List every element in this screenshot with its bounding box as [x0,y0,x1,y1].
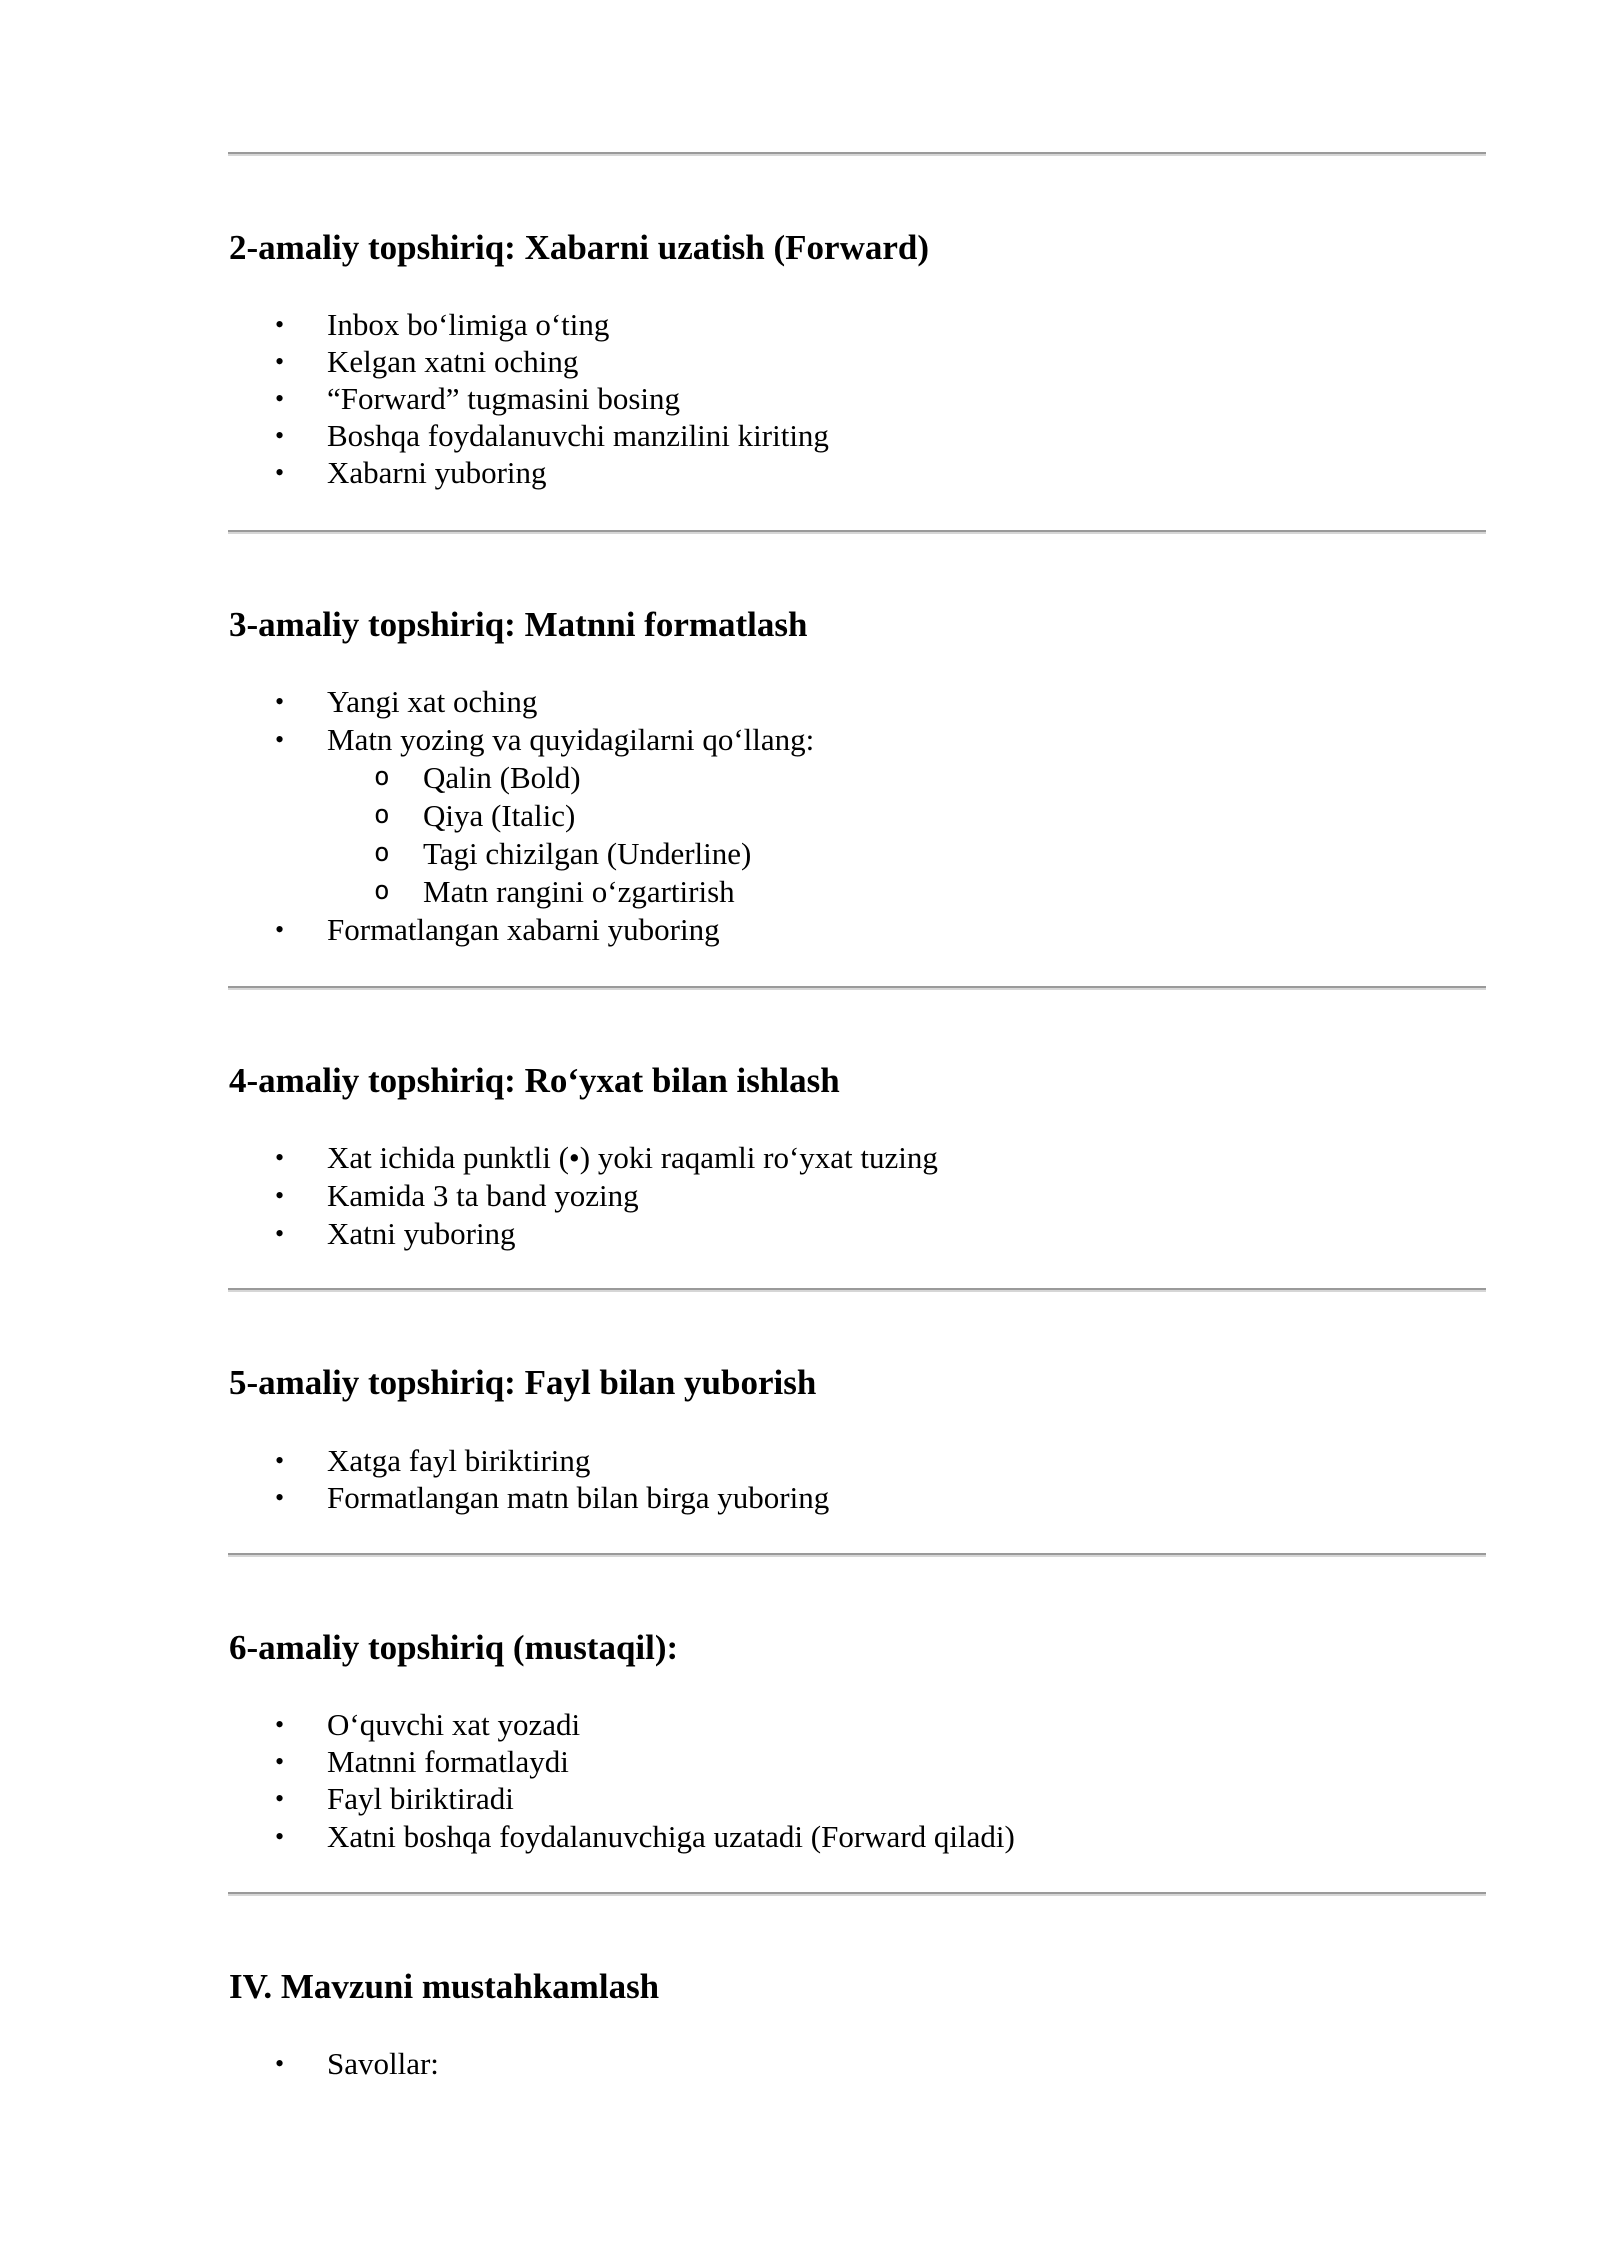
bullet-icon: • [275,1143,285,1172]
circle-bullet-icon: o [374,838,390,868]
horizontal-rule [228,530,1486,534]
list-item-text: Xat ichida punktli (•) yoki raqamli ro‘yxat tuzing [327,1140,938,1175]
bullet-icon: • [275,310,285,339]
bullet-icon: • [275,725,285,754]
sub-list-item-text: Qalin (Bold) [423,760,581,795]
list-item-text: Xatga fayl biriktiring [327,1443,591,1478]
sub-list-item-text: Tagi chizilgan (Underline) [423,836,752,871]
bullet-icon: • [275,1822,285,1851]
circle-bullet-icon: o [374,800,390,830]
bullet-icon: • [275,1219,285,1248]
horizontal-rule [228,1553,1486,1557]
bullet-icon: • [275,1710,285,1739]
sub-list-item-text: Matn rangini o‘zgartirish [423,874,735,909]
circle-bullet-icon: o [374,762,390,792]
list-item-text: Yangi xat oching [327,684,538,719]
list-item-text: Inbox bo‘limiga o‘ting [327,307,610,342]
section-heading: IV. Mavzuni mustahkamlash [229,1967,660,2006]
list-item-text: Xabarni yuboring [327,455,547,490]
bullet-icon: • [275,687,285,716]
section-heading: 3-amaliy topshiriq: Matnni formatlash [229,605,808,644]
sub-list-item-text: Qiya (Italic) [423,798,576,833]
section-heading: 2-amaliy topshiriq: Xabarni uzatish (Forward) [229,228,929,267]
list-item-text: Formatlangan xabarni yuboring [327,912,720,947]
bullet-icon: • [275,2049,285,2078]
section-heading: 6-amaliy topshiriq (mustaqil): [229,1628,679,1667]
list-item-text: Savollar: [327,2046,439,2081]
list-item-text: Kamida 3 ta band yozing [327,1178,639,1213]
horizontal-rule [228,152,1486,156]
section-heading: 4-amaliy topshiriq: Ro‘yxat bilan ishlash [229,1061,840,1100]
list-item-text: “Forward” tugmasini bosing [327,381,681,416]
bullet-icon: • [275,1784,285,1813]
bullet-icon: • [275,1747,285,1776]
list-item-text: Formatlangan matn bilan birga yuboring [327,1480,830,1515]
bullet-icon: • [275,458,285,487]
list-item-text: Boshqa foydalanuvchi manzilini kiriting [327,418,829,453]
horizontal-rule [228,1892,1486,1896]
list-item-text: Fayl biriktiradi [327,1781,514,1816]
bullet-icon: • [275,421,285,450]
list-item-text: Matn yozing va quyidagilarni qo‘llang: [327,722,815,757]
bullet-icon: • [275,1483,285,1512]
section-heading: 5-amaliy topshiriq: Fayl bilan yuborish [229,1363,817,1402]
bullet-icon: • [275,1181,285,1210]
list-item-text: Matnni formatlaydi [327,1744,569,1779]
bullet-icon: • [275,347,285,376]
horizontal-rule [228,986,1486,990]
list-item-text: O‘quvchi xat yozadi [327,1707,581,1742]
list-item-text: Xatni boshqa foydalanuvchiga uzatadi (Forward qiladi) [327,1819,1015,1854]
horizontal-rule [228,1288,1486,1292]
bullet-icon: • [275,915,285,944]
list-item-text: Kelgan xatni oching [327,344,579,379]
list-item-text: Xatni yuboring [327,1216,516,1251]
bullet-icon: • [275,384,285,413]
bullet-icon: • [275,1446,285,1475]
circle-bullet-icon: o [374,876,390,906]
